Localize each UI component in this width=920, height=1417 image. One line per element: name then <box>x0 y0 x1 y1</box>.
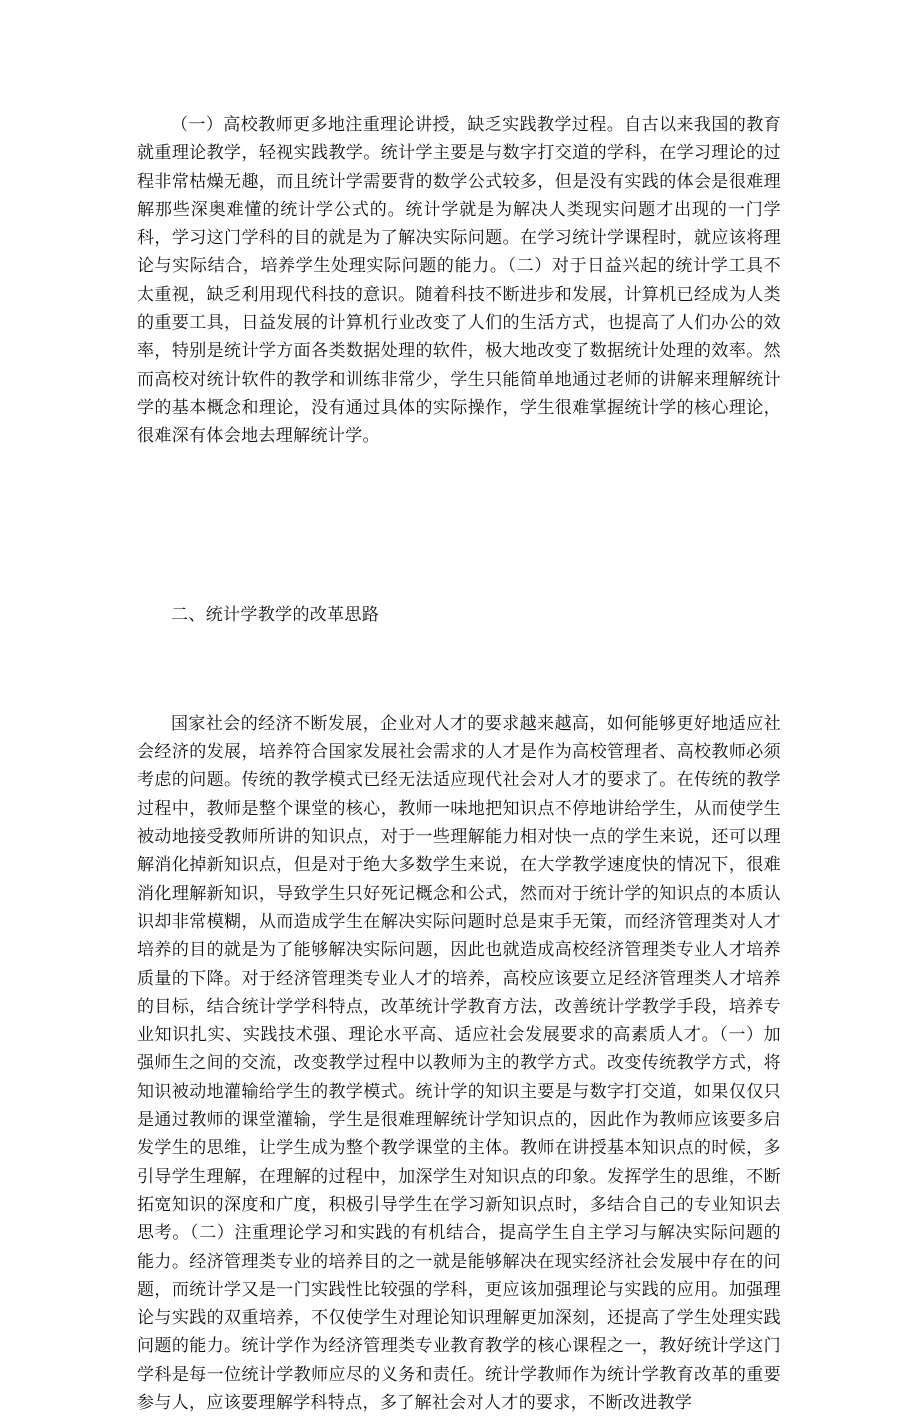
section-spacer <box>137 451 781 601</box>
paragraph-reform: 国家社会的经济不断发展，企业对人才的要求越来越高，如何能够更好地适应社会经济的发展，培养符合国家发展社会需求的人才是作为高校管理者、高校教师必须考虑的问题。传统的教学模式已经无法适应现代社会对人才的要求了。在传统的教学过程中，教师是整个课堂的核心，教师一味地把知识点不停地讲给学生，从而使学生被动地接受教师所讲的知识点，对于一些理解能力相对快一点的学生来说，还可以理解消化掉新知识点，但是对于绝大多数学生来说，在大学教学速度快的情况下，很难消化理解新知识，导致学生只好死记概念和公式，然而对于统计学的知识点的本质认识却非常模糊，从而造成学生在解决实际问题时总是束手无策，而经济管理类对人才培养的目的就是为了能够解决实际问题，因此也就造成高校经济管理类专业人才培养质量的下降。对于经济管理类专业人才的培养，高校应该要立足经济管理类人才培养的目标，结合统计学学科特点，改革统计学教育方法，改善统计学教学手段，培养专业知识扎实、实践技术强、理论水平高、适应社会发展要求的高素质人才。（一）加强师生之间的交流，改变教学过程中以教师为主的教学方式。改变传统教学方式，将知识被动地灌输给学生的教学模式。统计学的知识主要是与数字打交道，如果仅仅只是通过教师的课堂灌输，学生是很难理解统计学知识点的，因此作为教师应该要多启发学生的思维，让学生成为整个教学课堂的主体。教师在讲授基本知识点的时候，多引导学生理解，在理解的过程中，加深学生对知识点的印象。发挥学生的思维，不断拓宽知识的深度和广度，积极引导学生在学习新知识点时，多结合自己的专业知识去思考。（二）注重理论学习和实践的有机结合，提高学生自主学习与解决实际问题的能力。经济管理类专业的培养目的之一就是能够解决在现实经济社会发展中存在的问题，而统计学又是一门实践性比较强的学科，更应该加强理论与实践的应用。加强理论与实践的双重培养，不仅使学生对理论知识理解更加深刻，还提高了学生处理实践问题的能力。统计学作为经济管理类专业教育教学的核心课程之一，教好统计学这门学科是每一位统计学教师应尽的义务和责任。统计学教师作为统计学教育改革的重要参与人，应该要理解学科特点，多了解社会对人才的要求，不断改进教学 <box>137 713 781 1413</box>
paragraph-problems: （一）高校教师更多地注重理论讲授，缺乏实践教学过程。自古以来我国的教育就重理论教学，轻视实践教学。统计学主要是与数字打交道的学科，在学习理论的过程非常枯燥无趣，而且统计学需要背的数学公式较多，但是没有实践的体会是很难理解那些深奥难懂的统计学公式的。统计学就是为解决人类现实问题才出现的一门学科，学习这门学科的目的就是为了解决实际问题。在学习统计学课程时，就应该将理论与实际结合，培养学生处理实际问题的能力。（二）对于日益兴起的统计学工具不太重视，缺乏利用现代科技的意识。随着科技不断进步和发展，计算机已经成为人类的重要工具，日益发展的计算机行业改变了人们的生活方式，也提高了人们办公的效率，特别是统计学方面各类数据处理的软件，极大地改变了数据统计处理的效率。然而高校对统计软件的教学和训练非常少，学生只能简单地通过老师的讲解来理解统计学的基本概念和理论，没有通过具体的实际操作，学生很难掌握统计学的核心理论，很难深有体会地去理解统计学。 <box>137 115 781 447</box>
section-spacer <box>137 629 781 710</box>
section-heading: 二、统计学教学的改革思路 <box>171 604 380 625</box>
